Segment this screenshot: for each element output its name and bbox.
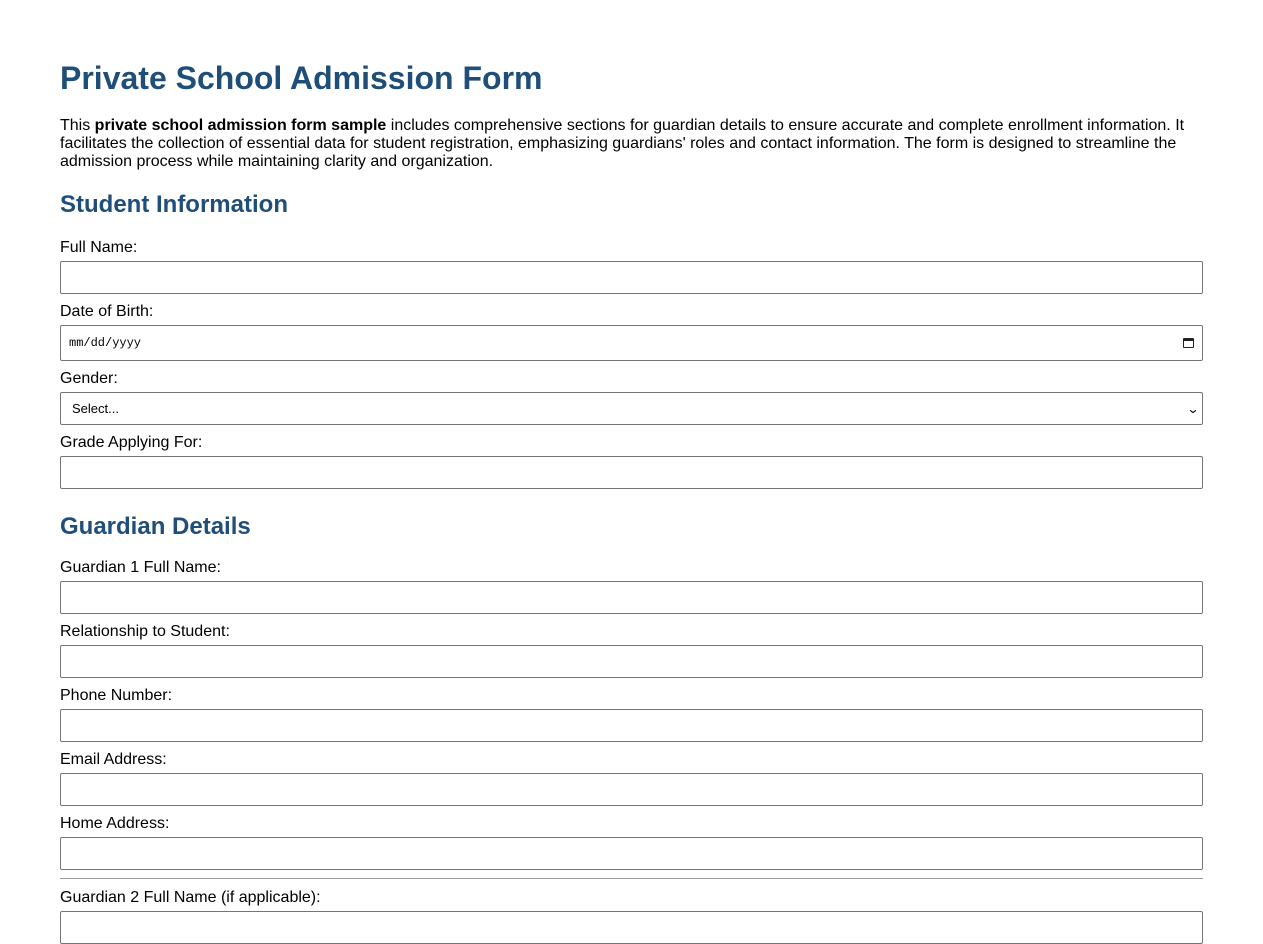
dob-label: Date of Birth:	[60, 303, 154, 320]
guardian-section-heading: Guardian Details	[60, 513, 251, 540]
gender-label: Gender:	[60, 370, 118, 387]
dob-placeholder: mm/dd/yyyy	[69, 336, 142, 350]
intro-suffix: includes comprehensive sections for guardian details to ensure accurate and complete enrollment information. It facilitates the collection of essential data for student registration, emphasizing guardians' roles and contact information. The form is designed to streamline the admission process while maintaining clarity and organization.	[60, 117, 1185, 170]
gender-select[interactable]	[60, 392, 1203, 425]
chevron-down-icon: ⌄	[1186, 401, 1200, 416]
relationship-label: Relationship to Student:	[60, 623, 230, 640]
grade-input[interactable]	[60, 456, 1203, 489]
guardian2-name-label: Guardian 2 Full Name (if applicable):	[60, 889, 321, 906]
calendar-icon[interactable]	[1183, 338, 1194, 348]
gender-selected-value: Select...	[72, 401, 119, 416]
student-section-heading: Student Information	[60, 191, 288, 218]
full-name-input[interactable]	[60, 261, 1203, 294]
phone-label: Phone Number:	[60, 687, 173, 704]
email-input[interactable]	[60, 773, 1203, 806]
intro-paragraph	[60, 117, 1203, 171]
email-label: Email Address:	[60, 751, 167, 768]
full-name-label: Full Name:	[60, 239, 138, 256]
phone-input[interactable]	[60, 709, 1203, 742]
intro-prefix: This	[60, 117, 95, 134]
page-title: Private School Admission Form	[60, 60, 543, 96]
address-label: Home Address:	[60, 815, 170, 832]
guardian1-name-label: Guardian 1 Full Name:	[60, 559, 221, 576]
dob-input[interactable]	[60, 325, 1203, 361]
relationship-input[interactable]	[60, 645, 1203, 678]
address-input[interactable]	[60, 837, 1203, 870]
guardian-divider	[60, 878, 1203, 879]
guardian2-name-input[interactable]	[60, 911, 1203, 944]
intro-bold: private school admission form sample	[94, 117, 387, 134]
grade-label: Grade Applying For:	[60, 434, 203, 451]
guardian1-name-input[interactable]	[60, 581, 1203, 614]
